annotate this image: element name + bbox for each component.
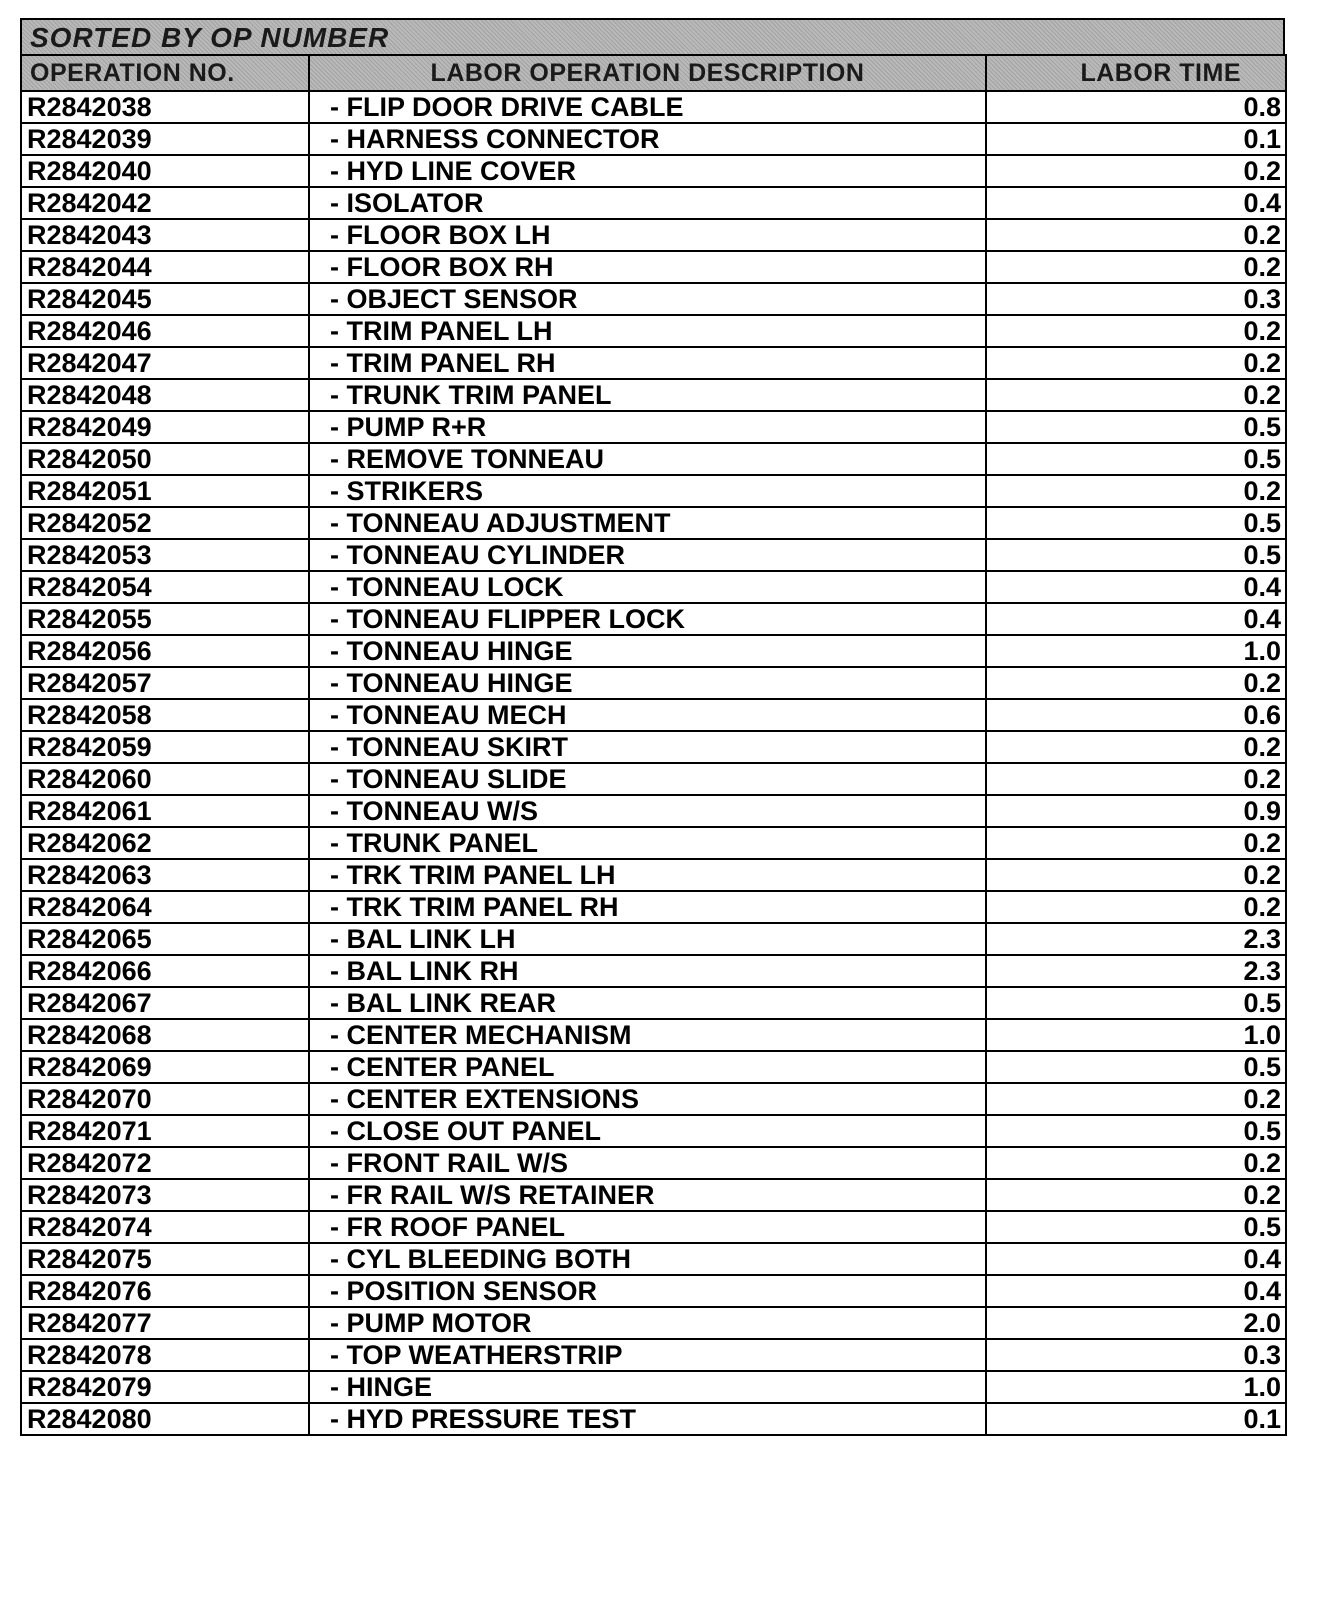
labor-time-cell: 0.1 bbox=[986, 1403, 1286, 1435]
operation-number-cell: R2842040 bbox=[21, 155, 309, 187]
labor-time-cell: 0.5 bbox=[986, 987, 1286, 1019]
labor-time-cell: 0.2 bbox=[986, 859, 1286, 891]
description-cell: - TONNEAU SKIRT bbox=[309, 731, 986, 763]
operation-number-cell: R2842069 bbox=[21, 1051, 309, 1083]
table-row bbox=[21, 379, 1286, 411]
operation-number-cell: R2842064 bbox=[21, 891, 309, 923]
labor-time-cell: 0.4 bbox=[986, 571, 1286, 603]
operation-number-cell: R2842038 bbox=[21, 91, 309, 123]
description-cell: - TRUNK TRIM PANEL bbox=[309, 379, 986, 411]
description-cell: - PUMP MOTOR bbox=[309, 1307, 986, 1339]
table-row bbox=[21, 411, 1286, 443]
operation-number-cell: R2842070 bbox=[21, 1083, 309, 1115]
description-cell: - BAL LINK REAR bbox=[309, 987, 986, 1019]
description-cell: - FLOOR BOX LH bbox=[309, 219, 986, 251]
labor-time-cell: 0.5 bbox=[986, 1051, 1286, 1083]
table-row bbox=[21, 475, 1286, 507]
table-row bbox=[21, 795, 1286, 827]
table-row bbox=[21, 1339, 1286, 1371]
labor-time-cell: 0.2 bbox=[986, 763, 1286, 795]
table-body bbox=[21, 91, 1286, 1435]
description-cell: - TONNEAU ADJUSTMENT bbox=[309, 507, 986, 539]
operation-number-cell: R2842051 bbox=[21, 475, 309, 507]
labor-time-cell: 0.2 bbox=[986, 667, 1286, 699]
table-row bbox=[21, 1403, 1286, 1435]
labor-time-cell: 0.2 bbox=[986, 347, 1286, 379]
table-row bbox=[21, 91, 1286, 123]
operation-number-cell: R2842053 bbox=[21, 539, 309, 571]
operation-number-cell: R2842056 bbox=[21, 635, 309, 667]
labor-time-cell: 0.1 bbox=[986, 123, 1286, 155]
operation-number-cell: R2842075 bbox=[21, 1243, 309, 1275]
labor-time-cell: 0.9 bbox=[986, 795, 1286, 827]
operation-number-cell: R2842077 bbox=[21, 1307, 309, 1339]
table-row bbox=[21, 603, 1286, 635]
description-cell: - CYL BLEEDING BOTH bbox=[309, 1243, 986, 1275]
description-cell: - HINGE bbox=[309, 1371, 986, 1403]
labor-time-cell: 0.3 bbox=[986, 283, 1286, 315]
description-cell: - STRIKERS bbox=[309, 475, 986, 507]
operation-number-cell: R2842049 bbox=[21, 411, 309, 443]
labor-time-cell: 0.6 bbox=[986, 699, 1286, 731]
description-cell: - CLOSE OUT PANEL bbox=[309, 1115, 986, 1147]
table-row bbox=[21, 1147, 1286, 1179]
labor-time-cell: 0.3 bbox=[986, 1339, 1286, 1371]
description-cell: - TRK TRIM PANEL LH bbox=[309, 859, 986, 891]
table-row bbox=[21, 1019, 1286, 1051]
description-cell: - HYD LINE COVER bbox=[309, 155, 986, 187]
labor-time-cell: 2.3 bbox=[986, 923, 1286, 955]
table-row bbox=[21, 283, 1286, 315]
column-header-description: LABOR OPERATION DESCRIPTION bbox=[309, 55, 986, 91]
operation-number-cell: R2842055 bbox=[21, 603, 309, 635]
table-row bbox=[21, 987, 1286, 1019]
table-row bbox=[21, 1243, 1286, 1275]
labor-time-cell: 0.5 bbox=[986, 411, 1286, 443]
description-cell: - FR ROOF PANEL bbox=[309, 1211, 986, 1243]
table-row bbox=[21, 827, 1286, 859]
description-cell: - TRK TRIM PANEL RH bbox=[309, 891, 986, 923]
description-cell: - CENTER PANEL bbox=[309, 1051, 986, 1083]
labor-time-cell: 0.4 bbox=[986, 1275, 1286, 1307]
description-cell: - TOP WEATHERSTRIP bbox=[309, 1339, 986, 1371]
description-cell: - FLIP DOOR DRIVE CABLE bbox=[309, 91, 986, 123]
labor-time-cell: 0.2 bbox=[986, 1083, 1286, 1115]
operation-number-cell: R2842057 bbox=[21, 667, 309, 699]
description-cell: - TONNEAU HINGE bbox=[309, 635, 986, 667]
table-row bbox=[21, 1051, 1286, 1083]
table-row bbox=[21, 1179, 1286, 1211]
description-cell: - TRIM PANEL RH bbox=[309, 347, 986, 379]
operation-number-cell: R2842068 bbox=[21, 1019, 309, 1051]
table-row bbox=[21, 763, 1286, 795]
table-row bbox=[21, 187, 1286, 219]
description-cell: - REMOVE TONNEAU bbox=[309, 443, 986, 475]
labor-time-cell: 0.2 bbox=[986, 379, 1286, 411]
labor-time-cell: 0.5 bbox=[986, 443, 1286, 475]
labor-time-cell: 2.0 bbox=[986, 1307, 1286, 1339]
labor-time-cell: 1.0 bbox=[986, 1371, 1286, 1403]
labor-time-cell: 0.5 bbox=[986, 507, 1286, 539]
operation-number-cell: R2842050 bbox=[21, 443, 309, 475]
operation-number-cell: R2842058 bbox=[21, 699, 309, 731]
sheet-title: SORTED BY OP NUMBER bbox=[20, 18, 1285, 54]
table-row bbox=[21, 315, 1286, 347]
description-cell: - TONNEAU SLIDE bbox=[309, 763, 986, 795]
operation-number-cell: R2842045 bbox=[21, 283, 309, 315]
table-row bbox=[21, 155, 1286, 187]
description-cell: - CENTER MECHANISM bbox=[309, 1019, 986, 1051]
labor-time-cell: 1.0 bbox=[986, 635, 1286, 667]
description-cell: - TRIM PANEL LH bbox=[309, 315, 986, 347]
table-row bbox=[21, 635, 1286, 667]
labor-time-cell: 0.2 bbox=[986, 827, 1286, 859]
operation-number-cell: R2842046 bbox=[21, 315, 309, 347]
operation-number-cell: R2842048 bbox=[21, 379, 309, 411]
table-row bbox=[21, 571, 1286, 603]
description-cell: - TONNEAU MECH bbox=[309, 699, 986, 731]
labor-time-cell: 0.2 bbox=[986, 1179, 1286, 1211]
column-header-operation-no: OPERATION NO. bbox=[21, 55, 309, 91]
table-row bbox=[21, 123, 1286, 155]
operation-number-cell: R2842047 bbox=[21, 347, 309, 379]
table-row bbox=[21, 1307, 1286, 1339]
operation-number-cell: R2842066 bbox=[21, 955, 309, 987]
operation-number-cell: R2842054 bbox=[21, 571, 309, 603]
description-cell: - FLOOR BOX RH bbox=[309, 251, 986, 283]
operation-number-cell: R2842059 bbox=[21, 731, 309, 763]
description-cell: - FR RAIL W/S RETAINER bbox=[309, 1179, 986, 1211]
table-row bbox=[21, 1371, 1286, 1403]
table-row bbox=[21, 219, 1286, 251]
description-cell: - PUMP R+R bbox=[309, 411, 986, 443]
table-row bbox=[21, 1275, 1286, 1307]
operation-number-cell: R2842060 bbox=[21, 763, 309, 795]
table-row bbox=[21, 731, 1286, 763]
table-row bbox=[21, 347, 1286, 379]
column-header-labor-time: LABOR TIME bbox=[986, 55, 1286, 91]
table-row bbox=[21, 539, 1286, 571]
table-row bbox=[21, 1083, 1286, 1115]
labor-time-cell: 0.2 bbox=[986, 251, 1286, 283]
operation-number-cell: R2842063 bbox=[21, 859, 309, 891]
table-row bbox=[21, 443, 1286, 475]
labor-time-cell: 0.2 bbox=[986, 475, 1286, 507]
table-row bbox=[21, 859, 1286, 891]
table-row bbox=[21, 507, 1286, 539]
description-cell: - CENTER EXTENSIONS bbox=[309, 1083, 986, 1115]
table-header-row bbox=[21, 55, 1286, 91]
operation-number-cell: R2842073 bbox=[21, 1179, 309, 1211]
table-row bbox=[21, 923, 1286, 955]
labor-time-cell: 0.4 bbox=[986, 603, 1286, 635]
table-row bbox=[21, 699, 1286, 731]
description-cell: - TONNEAU CYLINDER bbox=[309, 539, 986, 571]
operation-number-cell: R2842067 bbox=[21, 987, 309, 1019]
operation-number-cell: R2842079 bbox=[21, 1371, 309, 1403]
description-cell: - BAL LINK LH bbox=[309, 923, 986, 955]
labor-operations-table bbox=[20, 54, 1287, 1436]
operation-number-cell: R2842061 bbox=[21, 795, 309, 827]
operation-number-cell: R2842042 bbox=[21, 187, 309, 219]
table-row bbox=[21, 955, 1286, 987]
operation-number-cell: R2842078 bbox=[21, 1339, 309, 1371]
labor-time-cell: 1.0 bbox=[986, 1019, 1286, 1051]
operation-number-cell: R2842044 bbox=[21, 251, 309, 283]
description-cell: - TONNEAU HINGE bbox=[309, 667, 986, 699]
table-row bbox=[21, 1211, 1286, 1243]
labor-time-cell: 0.2 bbox=[986, 731, 1286, 763]
description-cell: - HYD PRESSURE TEST bbox=[309, 1403, 986, 1435]
operation-number-cell: R2842072 bbox=[21, 1147, 309, 1179]
labor-time-cell: 0.4 bbox=[986, 187, 1286, 219]
operation-number-cell: R2842062 bbox=[21, 827, 309, 859]
labor-time-cell: 0.8 bbox=[986, 91, 1286, 123]
description-cell: - ISOLATOR bbox=[309, 187, 986, 219]
table-row bbox=[21, 667, 1286, 699]
description-cell: - OBJECT SENSOR bbox=[309, 283, 986, 315]
labor-time-cell: 2.3 bbox=[986, 955, 1286, 987]
labor-time-cell: 0.2 bbox=[986, 1147, 1286, 1179]
description-cell: - TONNEAU FLIPPER LOCK bbox=[309, 603, 986, 635]
labor-time-cell: 0.2 bbox=[986, 891, 1286, 923]
labor-time-cell: 0.5 bbox=[986, 539, 1286, 571]
labor-time-sheet bbox=[20, 18, 1285, 1436]
labor-time-cell: 0.5 bbox=[986, 1115, 1286, 1147]
table-row bbox=[21, 1115, 1286, 1147]
description-cell: - TONNEAU W/S bbox=[309, 795, 986, 827]
operation-number-cell: R2842071 bbox=[21, 1115, 309, 1147]
table-row bbox=[21, 891, 1286, 923]
labor-time-cell: 0.2 bbox=[986, 315, 1286, 347]
labor-time-cell: 0.2 bbox=[986, 219, 1286, 251]
operation-number-cell: R2842074 bbox=[21, 1211, 309, 1243]
table-row bbox=[21, 251, 1286, 283]
description-cell: - BAL LINK RH bbox=[309, 955, 986, 987]
operation-number-cell: R2842080 bbox=[21, 1403, 309, 1435]
description-cell: - FRONT RAIL W/S bbox=[309, 1147, 986, 1179]
operation-number-cell: R2842043 bbox=[21, 219, 309, 251]
operation-number-cell: R2842076 bbox=[21, 1275, 309, 1307]
labor-time-cell: 0.4 bbox=[986, 1243, 1286, 1275]
description-cell: - POSITION SENSOR bbox=[309, 1275, 986, 1307]
labor-time-cell: 0.5 bbox=[986, 1211, 1286, 1243]
description-cell: - TONNEAU LOCK bbox=[309, 571, 986, 603]
description-cell: - HARNESS CONNECTOR bbox=[309, 123, 986, 155]
description-cell: - TRUNK PANEL bbox=[309, 827, 986, 859]
operation-number-cell: R2842052 bbox=[21, 507, 309, 539]
labor-time-cell: 0.2 bbox=[986, 155, 1286, 187]
operation-number-cell: R2842039 bbox=[21, 123, 309, 155]
operation-number-cell: R2842065 bbox=[21, 923, 309, 955]
